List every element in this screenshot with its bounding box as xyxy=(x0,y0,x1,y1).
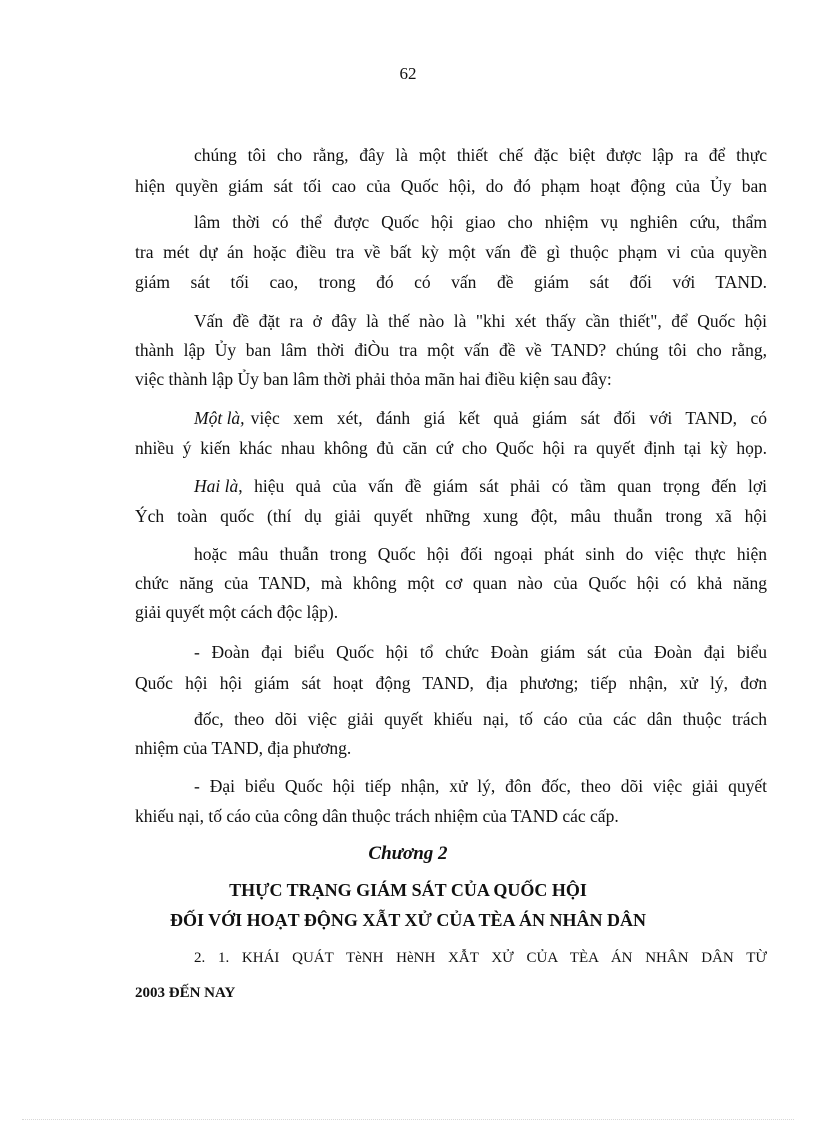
page-number: 62 xyxy=(399,64,417,83)
text-line: - Đoàn đại biểu Quốc hội tổ chức Đoàn giám sát của Đoàn đại biểu xyxy=(194,642,767,662)
text-line-hai-la xyxy=(194,475,767,497)
section-heading-line-2: 2003 ĐẾN NAY xyxy=(135,985,236,1001)
text-line-body: việc xem xét, đánh giá kết quả giám sát đối với TAND, có xyxy=(250,408,767,428)
chapter-title-line-2: ĐỐI VỚI HOẠT ĐỘNG XẪT XỬ CỦA TÈA ÁN NHÂN DÂN xyxy=(169,910,647,930)
text-line: giám sát tối cao, trong đó có vấn đề giám sát đối với TAND. xyxy=(135,272,767,292)
text-line: giải quyết một cách độc lập). xyxy=(135,602,339,622)
text-line: nhiều ý kiến khác nhau không đủ căn cứ cho Quốc hội ra quyết định tại kỳ họp. xyxy=(135,438,767,458)
text-line-mot-la xyxy=(194,407,767,429)
text-line: tra mét dự án hoặc điều tra về bất kỳ một vấn đề gì thuộc phạm vi của quyền xyxy=(135,242,767,262)
text-line: đốc, theo dõi việc giải quyết khiếu nại, tố cáo của các dân thuộc trách xyxy=(194,709,767,729)
page-bottom-rule xyxy=(22,1119,794,1120)
text-line: thành lập Ủy ban lâm thời điÒu tra một vấn đề về TAND? chúng tôi cho rằng, xyxy=(135,340,767,360)
text-line: chúng tôi cho rằng, đây là một thiết chế đặc biệt được lập ra để thực xyxy=(194,145,767,165)
text-line: hoặc mâu thuẫn trong Quốc hội đối ngoại phát sinh do việc thực hiện xyxy=(194,544,767,564)
section-heading-line-1: 2. 1. KHÁI QUÁT TèNH HèNH XẪT XỬ CỦA TÈA ÁN NHÂN DÂN TỪ xyxy=(194,950,767,966)
text-line: việc thành lập Ủy ban lâm thời phải thỏa mãn hai điều kiện sau đây: xyxy=(135,369,612,389)
text-line: hiện quyền giám sát tối cao của Quốc hội, do đó phạm hoạt động của Ủy ban xyxy=(135,176,767,196)
text-line: - Đại biểu Quốc hội tiếp nhận, xử lý, đôn đốc, theo dõi việc giải quyết xyxy=(194,776,767,796)
italic-prefix-hai-la: Hai là xyxy=(194,476,239,496)
text-line: nhiệm của TAND, địa phương. xyxy=(135,738,352,758)
text-line-body: , hiệu quả của vấn đề giám sát phải có tầm quan trọng đến lợi xyxy=(238,476,767,496)
text-line: Ých toàn quốc (thí dụ giải quyết những xung đột, mâu thuẫn trong xã hội xyxy=(135,506,767,526)
text-line: chức năng của TAND, mà không một cơ quan nào của Quốc hội có khả năng xyxy=(135,573,767,593)
chapter-label: Chương 2 xyxy=(368,843,448,864)
text-line: khiếu nại, tố cáo của công dân thuộc trách nhiệm của TAND các cấp. xyxy=(135,806,619,826)
italic-prefix-mot-la: Một là, xyxy=(194,408,245,428)
text-line: Vấn đề đặt ra ở đây là thế nào là "khi xét thấy cần thiết", để Quốc hội xyxy=(194,311,767,331)
text-line: Quốc hội hội giám sát hoạt động TAND, địa phương; tiếp nhận, xử lý, đơn xyxy=(135,673,767,693)
chapter-title-line-1: THỰC TRẠNG GIÁM SÁT CỦA QUỐC HỘI xyxy=(229,880,587,900)
text-line: lâm thời có thể được Quốc hội giao cho nhiệm vụ nghiên cứu, thẩm xyxy=(194,212,767,232)
